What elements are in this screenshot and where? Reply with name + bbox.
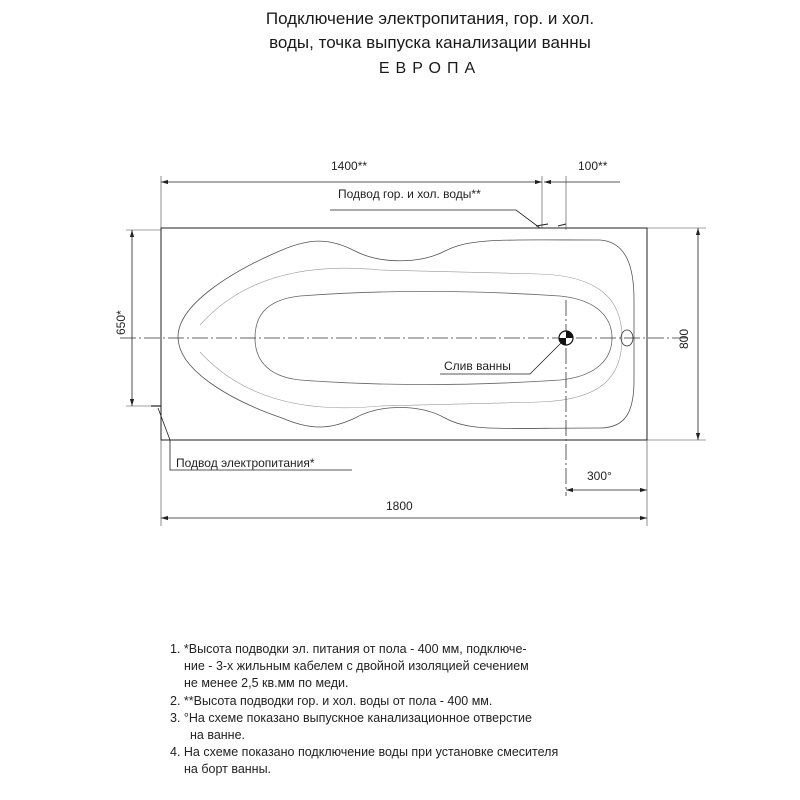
- dim-label-800: 800: [677, 328, 691, 349]
- note-2: 2. **Высота подводки гор. и хол. воды от пола - 400 мм.: [170, 693, 493, 708]
- note-1-line-3: не менее 2,5 кв.мм по меди.: [184, 676, 349, 691]
- dim-label-650: 650*: [114, 310, 128, 335]
- note-4-line-2: на борт ванны.: [184, 762, 272, 777]
- dim-label-1400: 1400**: [331, 159, 368, 173]
- notes: [170, 641, 770, 779]
- note-1-line-2: ние - 3-х жильным кабелем с двойной изоляцией сечением: [184, 659, 529, 674]
- note-3-line-1: 3. °На схеме показано выпускное канализационное отверстие: [170, 710, 532, 725]
- title-line-3: ЕВРОПА: [378, 60, 482, 77]
- drain-label: Слив ванны: [444, 359, 511, 373]
- note-3-line-2: на ванне.: [190, 728, 246, 743]
- water-supply-label: Подвод гор. и хол. воды**: [338, 187, 481, 201]
- bathtub-rim: [161, 228, 647, 440]
- dim-label-300: 300°: [587, 469, 612, 483]
- water-supply-leader: [330, 210, 540, 228]
- note-1-line-1: 1. *Высота подводки эл. питания от пола - 400 мм, подключе-: [170, 642, 527, 656]
- title-line-1: Подключение электропитания, гор. и хол.: [265, 9, 595, 28]
- title-line-2: воды, точка выпуска канализации ванны: [269, 33, 591, 52]
- power-supply-label: Подвод электропитания*: [176, 456, 315, 470]
- dim-label-100: 100**: [578, 159, 608, 173]
- note-4-line-1: 4. На схеме показано подключение воды при установке смесителя: [170, 745, 559, 760]
- dim-label-1800: 1800: [386, 499, 413, 513]
